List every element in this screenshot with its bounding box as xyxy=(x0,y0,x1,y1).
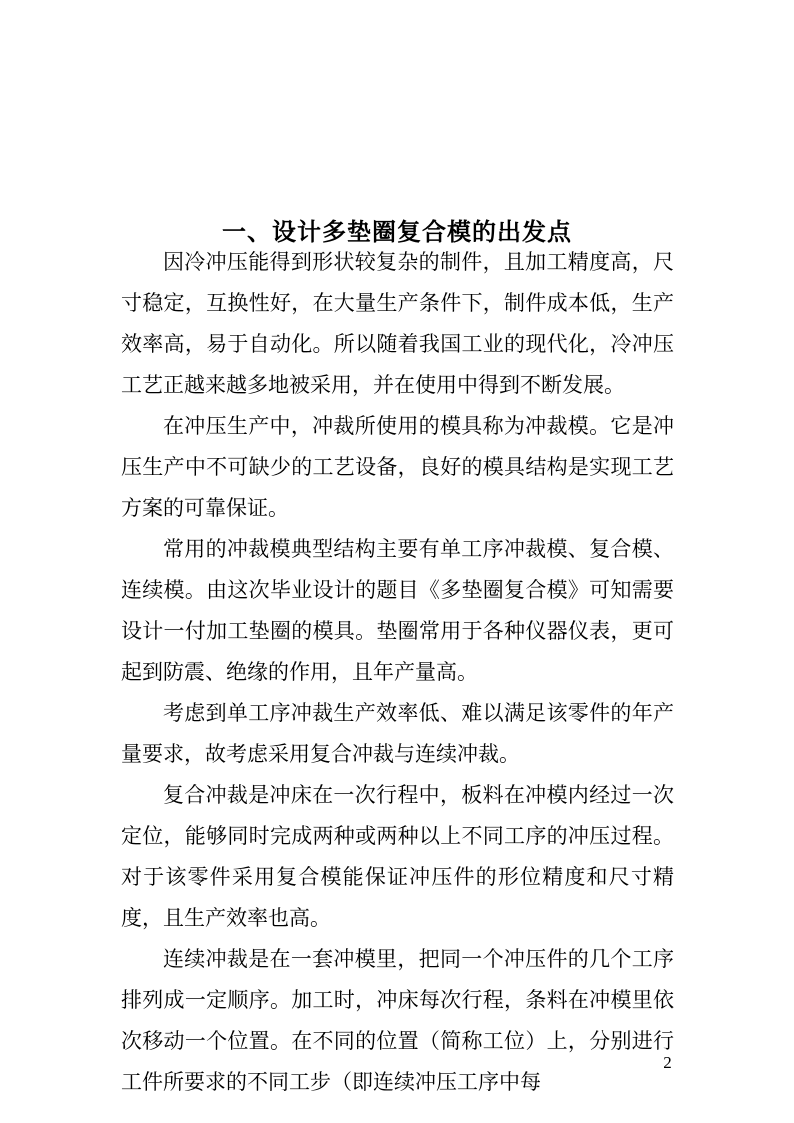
body-paragraph-4: 考虑到单工序冲裁生产效率低、难以满足该零件的年产量要求，故考虑采用复合冲裁与连续冲裁。 xyxy=(121,701,674,766)
body-paragraph-6: 连续冲裁是在一套冲模里，把同一个冲压件的几个工序排列成一定顺序。加工时，冲床每次行程，条料在冲模里依次移动一个位置。在不同的位置（简称工位）上，分别进行工件所要求的不同工步（即连续冲压工序中每 xyxy=(121,947,674,1094)
page-number: 2 xyxy=(663,1053,672,1072)
body-paragraph-1: 因冷冲压能得到形状较复杂的制件，且加工精度高，尺寸稳定，互换性好，在大量生产条件下，制件成本低，生产效率高，易于自动化。所以随着我国工业的现代化，冷冲压工艺正越来越多地被采用，并在使用中得到不断发展。 xyxy=(121,250,674,397)
body-paragraph-5: 复合冲裁是冲床在一次行程中，板料在冲模内经过一次定位，能够同时完成两种或两种以上不同工序的冲压过程。对于该零件采用复合模能保证冲压件的形位精度和尺寸精度，且生产效率也高。 xyxy=(121,783,674,930)
document-body xyxy=(121,242,674,1103)
body-paragraph-3: 常用的冲裁模典型结构主要有单工序冲裁模、复合模、连续模。由这次毕业设计的题目《多垫圈复合模》可知需要设计一付加工垫圈的模具。垫圈常用于各种仪器仪表，更可起到防震、绝缘的作用，且年产量高。 xyxy=(121,537,674,684)
body-paragraph-2: 在冲压生产中，冲裁所使用的模具称为冲裁模。它是冲压生产中不可缺少的工艺设备，良好的模具结构是实现工艺方案的可靠保证。 xyxy=(121,414,674,520)
page-title: 一、设计多垫圈复合模的出发点 xyxy=(222,220,572,247)
